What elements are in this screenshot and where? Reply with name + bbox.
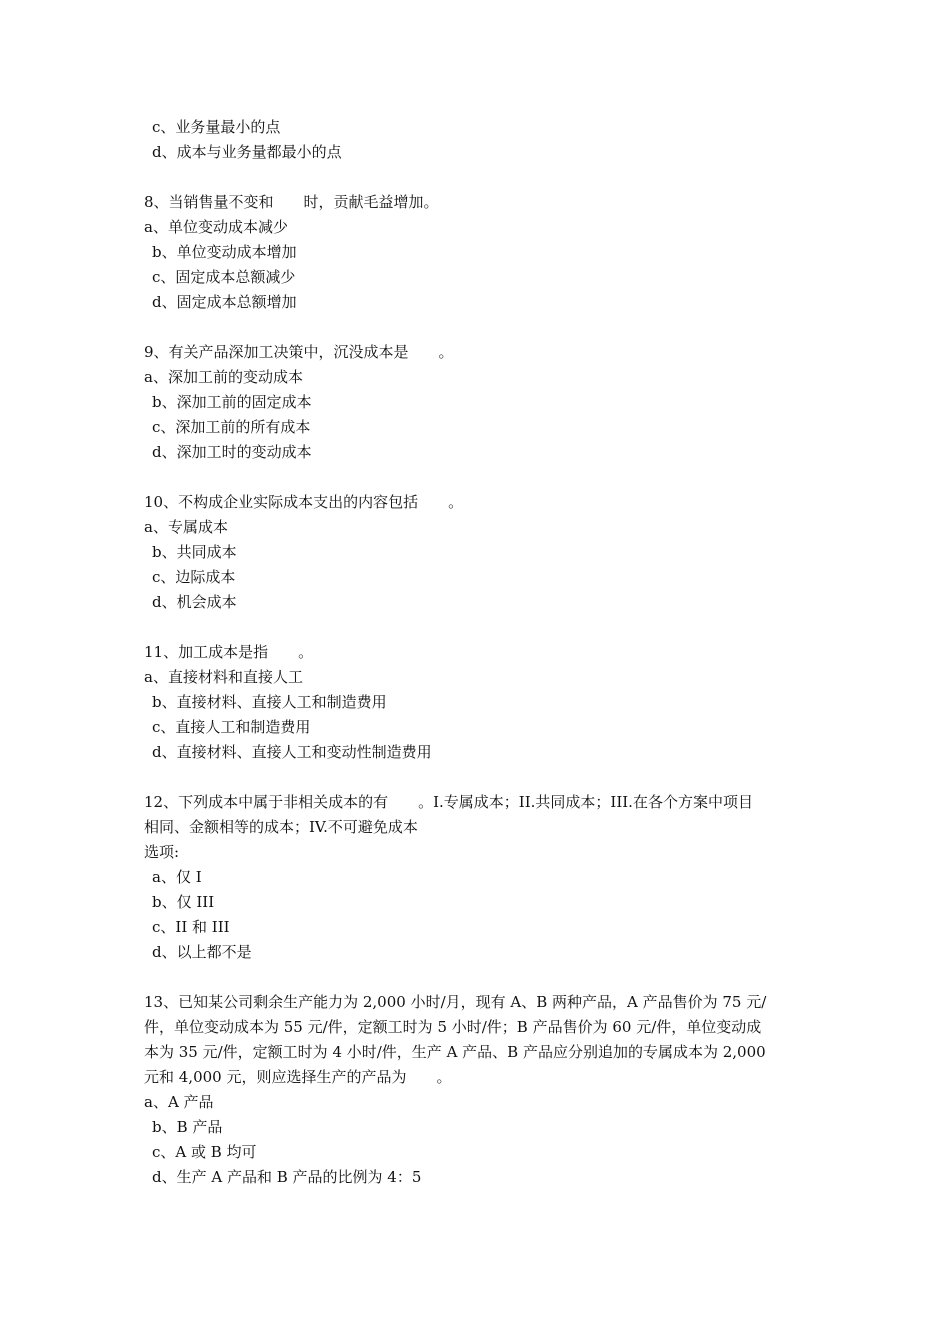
option-b: b、深加工前的固定成本 <box>152 393 312 411</box>
option-a: a、深加工前的变动成本 <box>144 368 303 386</box>
option-b: b、B 产品 <box>152 1118 223 1136</box>
option-a: a、仅 I <box>152 868 202 886</box>
option-c: c、A 或 B 均可 <box>152 1143 257 1161</box>
question-11-stem: 11、加工成本是指 。 <box>144 643 314 661</box>
option-c: c、业务量最小的点 <box>152 118 281 136</box>
option-d: d、固定成本总额增加 <box>152 293 297 311</box>
option-c: c、深加工前的所有成本 <box>152 418 311 436</box>
question-10-stem: 10、不构成企业实际成本支出的内容包括 。 <box>144 493 464 511</box>
option-c: c、II 和 III <box>152 918 230 936</box>
option-b: b、仅 III <box>152 893 215 911</box>
option-a: a、A 产品 <box>144 1093 214 1111</box>
option-b: b、单位变动成本增加 <box>152 243 297 261</box>
option-a: a、单位变动成本减少 <box>144 218 288 236</box>
option-d: d、生产 A 产品和 B 产品的比例为 4：5 <box>152 1168 422 1186</box>
option-a: a、直接材料和直接人工 <box>144 668 303 686</box>
option-c: c、边际成本 <box>152 568 236 586</box>
question-13-stem-line3: 本为 35 元/件，定额工时为 4 小时/件，生产 A 产品、B 产品应分别追加的专属成本为 2,000 <box>144 1043 766 1061</box>
question-8-stem: 8、当销售量不变和 时，贡献毛益增加。 <box>144 193 439 211</box>
option-d: d、机会成本 <box>152 593 237 611</box>
option-a: a、专属成本 <box>144 518 228 536</box>
option-c: c、固定成本总额减少 <box>152 268 296 286</box>
choices-label: 选项: <box>144 843 180 861</box>
question-13-stem-line1: 13、已知某公司剩余生产能力为 2,000 小时/月，现有 A、B 两种产品，A 产品售价为 75 元/ <box>144 993 767 1011</box>
option-d: d、直接材料、直接人工和变动性制造费用 <box>152 743 432 761</box>
option-b: b、直接材料、直接人工和制造费用 <box>152 693 387 711</box>
document-page <box>144 115 814 1190</box>
option-d: d、成本与业务量都最小的点 <box>152 143 342 161</box>
question-13-stem-line4: 元和 4,000 元，则应选择生产的产品为 。 <box>144 1068 452 1086</box>
option-d: d、深加工时的变动成本 <box>152 443 312 461</box>
question-13-stem-line2: 件，单位变动成本为 55 元/件，定额工时为 5 小时/件；B 产品售价为 60 元/件，单位变动成 <box>144 1018 762 1036</box>
option-c: c、直接人工和制造费用 <box>152 718 311 736</box>
question-9-stem: 9、有关产品深加工决策中，沉没成本是 。 <box>144 343 454 361</box>
question-12-stem-line2: 相同、金额相等的成本；IV.不可避免成本 <box>144 818 418 836</box>
question-12-stem-line1: 12、下列成本中属于非相关成本的有 。I.专属成本；II.共同成本；III.在各个方案中项目 <box>144 793 753 811</box>
option-b: b、共同成本 <box>152 543 237 561</box>
option-d: d、以上都不是 <box>152 943 252 961</box>
